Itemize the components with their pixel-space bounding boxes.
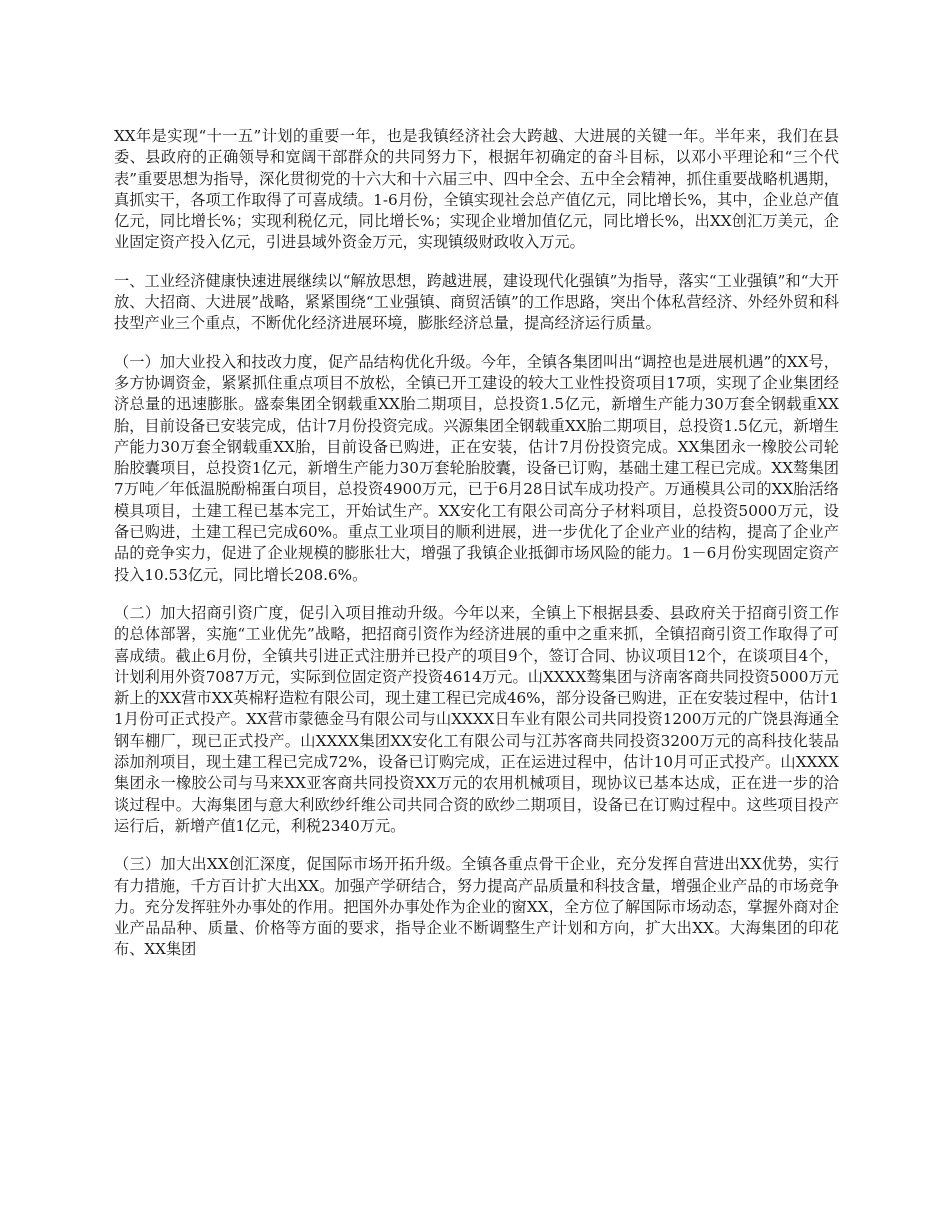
subsection-export: （三）加大出XX创汇深度，促国际市场开拓升级。全镇各重点骨干企业，充分发挥自营进出XX优势，实行有力措施，千方百计扩大出XX。加强产学研结合，努力提高产品质量和科技含量，增强企业产品的市场竞争力。充分发挥驻外办事处的作用。把国外办事处作为企业的窗XX，全方位了解国际市场动态，掌握外商对企业产品品种、质量、价格等方面的要求，指导企业不断调整生产计划和方向，扩大出XX。大海集团的印花布、XX集团 [114,855,839,959]
subsection-investment: （一）加大业投入和技改力度，促产品结构优化升级。今年，全镇各集团叫出“调控也是进展机遇”的XX号，多方协调资金，紧紧抓住重点项目不放松，全镇已开工建设的较大工业性投资项目17项，实现了企业集团经济总量的迅速膨胀。盛泰集团全钢载重XX胎二期项目，总投资1.5亿元，新增生产能力30万套全钢载重XX胎，目前设备已安装完成，估计7月份投资完成。兴源集团全钢载重XX胎二期项目，总投资1.5亿元，新增生产能力30万套全钢载重XX胎，目前设备已购进，正在安装，估计7月份投资完成。XX集团永一橡胶公司轮胎胶囊项目，总投资1亿元，新增生产能力30万套轮胎胶囊，设备已订购，基础土建工程已完成。XX骜集团7万吨／年低温脱酚棉蛋白项目，总投资4900万元，已于6月28日试车成功投产。万通模具公司的XX胎活络模具项目，土建工程已基本完工，开始试生产。XX安化工有限公司高分子材料项目，总投资5000万元，设备已购进，土建工程已完成60%。重点工业项目的顺利进展，进一步优化了企业产业的结构，提高了企业产品的竞争实力，促进了企业规模的膨胀壮大，增强了我镇企业抵御市场风险的能力。1－6月份实现固定资产投入10.53亿元，同比增长208.6%。 [114,352,839,584]
subsection-attract-investment: （二）加大招商引资广度，促引入项目推动升级。今年以来，全镇上下根据县委、县政府关于招商引资工作的总体部署，实施“工业优先”战略，把招商引资作为经济进展的重中之重来抓，全镇招商引资工作取得了可喜成绩。截止6月份，全镇共引进正式注册并已投产的项目9个，签订合同、协议项目12个，在谈项目4个，计划利用外资7087万元，实际到位固定资产投资4614万元。山XXXX骜集团与济南客商共同投资5000万元新上的XX营市XX英棉籽造粒有限公司，现土建工程已完成46%，部分设备已购进，正在安装过程中，估计11月份可正式投产。XX营市蒙德金马有限公司与山XXXX日车业有限公司共同投资1200万元的广饶县海通全钢车棚厂，现已正式投产。山XXXX集团XX安化工有限公司与江苏客商共同投资3200万元的高科技化装品添加剂项目，现土建工程已完成72%，设备已订购完成，正在运进过程中，估计10月可正式投产。山XXXX集团永一橡胶公司与马来XX亚客商共同投资XX万元的农用机械项目，现协议已基本达成，正在进一步的洽谈过程中。大海集团与意大利欧纱纤维公司共同合资的欧纱二期项目，设备已在订购过程中。这些项目投产运行后，新增产值1亿元，利税2340万元。 [114,603,839,835]
intro-paragraph: XX年是实现“十一五”计划的重要一年，也是我镇经济社会大跨越、大进展的关键一年。半年来，我们在县委、县政府的正确领导和宽阔干部群众的共同努力下，根据年初确定的奋斗目标，以邓小平理论和“三个代表”重要思想为指导，深化贯彻党的十六大和十六届三中、四中全会、五中全会精神，抓住重要战略机遇期，真抓实干，各项工作取得了可喜成绩。1-6月份，全镇实现社会总产值亿元，同比增长%，其中，企业总产值亿元，同比增长%；实现利税亿元，同比增长%；实现企业增加值亿元，同比增长%，出XX创汇万美元，企业固定资产投入亿元，引进县域外资金万元，实现镇级财政收入万元。 [114,127,839,252]
document-body [114,126,839,978]
section-industrial-economy: 一、工业经济健康快速进展继续以“解放思想，跨越进展，建设现代化强镇”为指导，落实“工业强镇”和“大开放、大招商、大进展”战略，紧紧围绕“工业强镇、商贸活镇”的工作思路，突出个体私营经济、外经外贸和科技型产业三个重点，不断优化经济进展环境，膨胀经济总量，提高经济运行质量。 [114,271,839,333]
